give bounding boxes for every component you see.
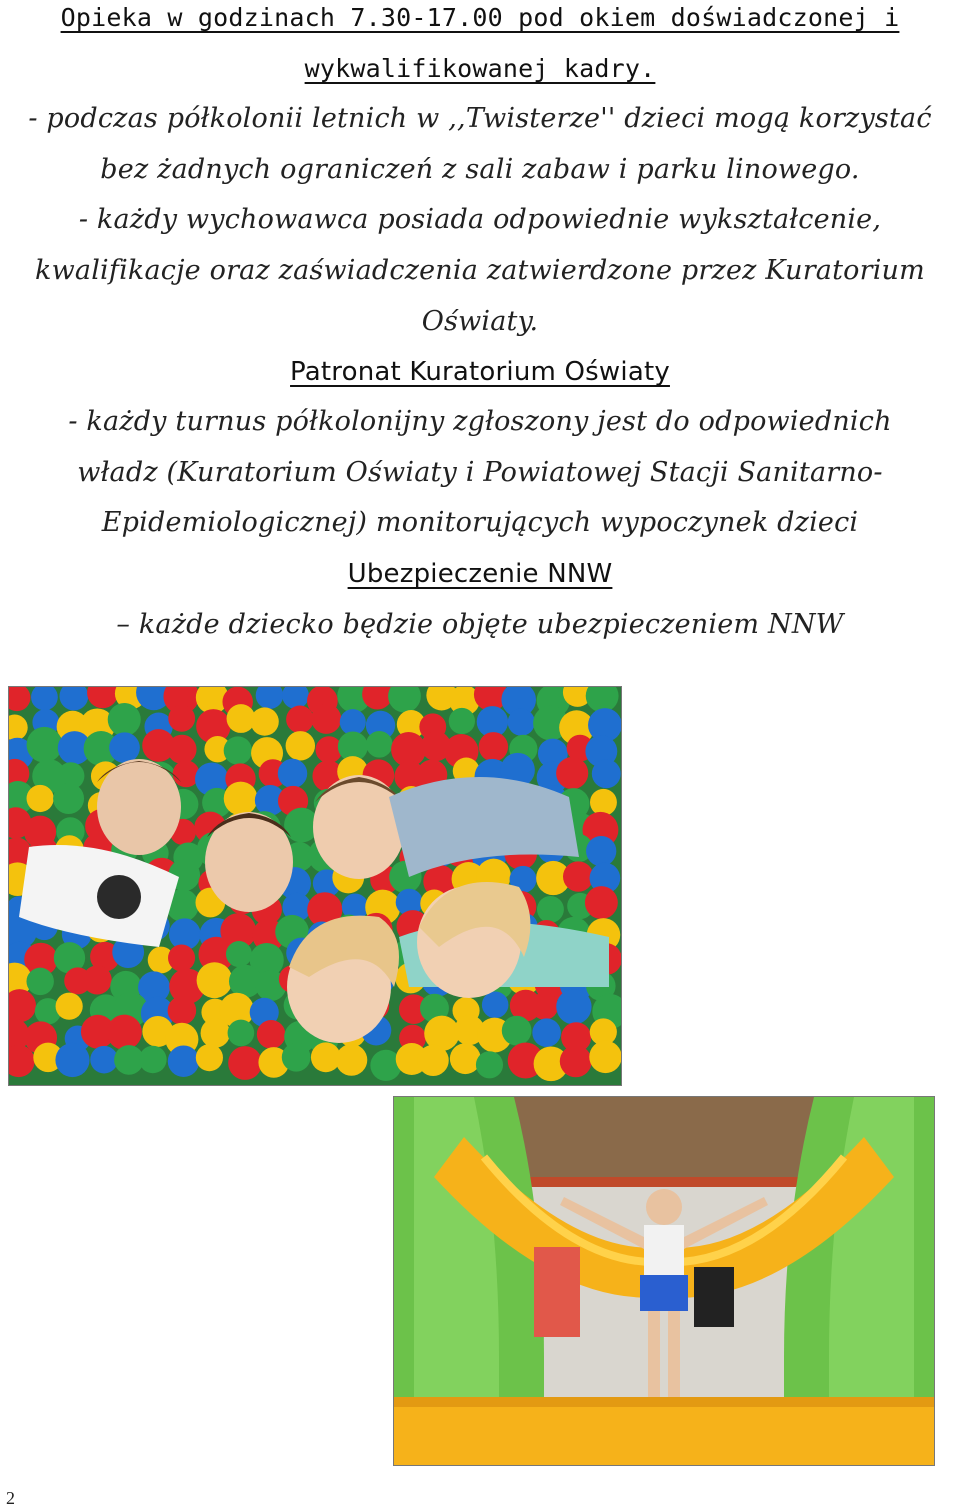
ball <box>228 1046 262 1080</box>
ball <box>168 1045 200 1077</box>
paragraph-line: - podczas półkolonii letnich w ,,Twisterze'' dzieci mogą korzystać <box>28 103 932 134</box>
paragraph-line: Oświaty. <box>421 306 539 337</box>
ball <box>336 1044 368 1076</box>
ball <box>286 731 315 760</box>
ball <box>257 1020 286 1049</box>
ball <box>586 836 616 866</box>
heading-care-hours-cont: wykwalifikowanej kadry. <box>304 54 656 83</box>
ball <box>55 1043 89 1077</box>
ball <box>250 707 278 735</box>
ball <box>531 992 558 1019</box>
ball <box>224 736 252 764</box>
ball <box>418 1045 449 1076</box>
ball <box>168 996 197 1025</box>
heading-insurance: Ubezpieczenie NNW <box>347 559 613 589</box>
heading-care-hours: Opieka w godzinach 7.30-17.00 pod okiem doświadczonej i <box>60 3 900 32</box>
ball <box>282 1043 311 1072</box>
ball <box>556 989 591 1024</box>
ball <box>592 759 621 788</box>
ball <box>109 732 140 763</box>
ball <box>508 709 535 736</box>
ball <box>167 735 196 764</box>
ball <box>589 1041 621 1073</box>
ball <box>27 785 54 812</box>
ball <box>476 1051 503 1078</box>
ball <box>90 1046 118 1074</box>
ball <box>26 968 53 995</box>
ball <box>201 1018 230 1047</box>
page-number: 2 <box>6 1488 15 1508</box>
paragraph-line: – każde dziecko będzie objęte ubezpieczeniem NNW <box>116 609 844 640</box>
inflatable-photo <box>393 1096 935 1466</box>
ball <box>83 965 112 994</box>
ball <box>449 708 475 734</box>
ball <box>224 782 258 816</box>
ball <box>56 993 83 1020</box>
paragraph-line: Epidemiologicznej) monitorujących wypoczynek dzieci <box>101 507 859 538</box>
paragraph-line: władz (Kuratorium Oświaty i Powiatowej Stacji Sanitarno- <box>77 457 883 488</box>
paragraph-line: bez żadnych ograniczeń z sali zabaw i parku linowego. <box>100 154 860 185</box>
inflatable-image <box>394 1097 934 1465</box>
ball <box>197 962 233 998</box>
ball <box>340 709 366 735</box>
paragraph-line: kwalifikacje oraz zaświadczenia zatwierdzone przez Kuratorium <box>35 255 925 286</box>
ball <box>27 727 63 763</box>
ball <box>108 703 141 736</box>
ball <box>168 944 195 971</box>
ball <box>168 705 195 732</box>
ball <box>139 1046 167 1074</box>
ball <box>479 732 508 761</box>
ball <box>560 1045 592 1077</box>
ball <box>228 1020 255 1047</box>
child-face <box>97 759 181 855</box>
paragraph-line: - każdy turnus półkolonijny zgłoszony jest do odpowiednich <box>68 406 892 437</box>
ball <box>590 789 617 816</box>
ball <box>532 1018 561 1047</box>
ball <box>226 941 252 967</box>
ball <box>537 896 564 923</box>
ball <box>482 992 509 1019</box>
ball <box>107 1015 142 1050</box>
ball <box>311 704 341 734</box>
ball <box>563 861 593 891</box>
ball <box>53 783 84 814</box>
ball-pit-photo <box>8 686 622 1086</box>
ball <box>585 886 618 919</box>
ball <box>196 1044 223 1071</box>
ball <box>556 757 588 789</box>
ball <box>450 1043 481 1074</box>
ball <box>502 1016 532 1046</box>
paragraph-line: - każdy wychowawca posiada odpowiednie wykształcenie, <box>78 204 882 235</box>
ball-pit-image <box>9 687 621 1085</box>
ball <box>278 759 307 788</box>
ball <box>286 706 314 734</box>
ball <box>366 731 393 758</box>
heading-patronage: Patronat Kuratorium Oświaty <box>290 357 670 387</box>
